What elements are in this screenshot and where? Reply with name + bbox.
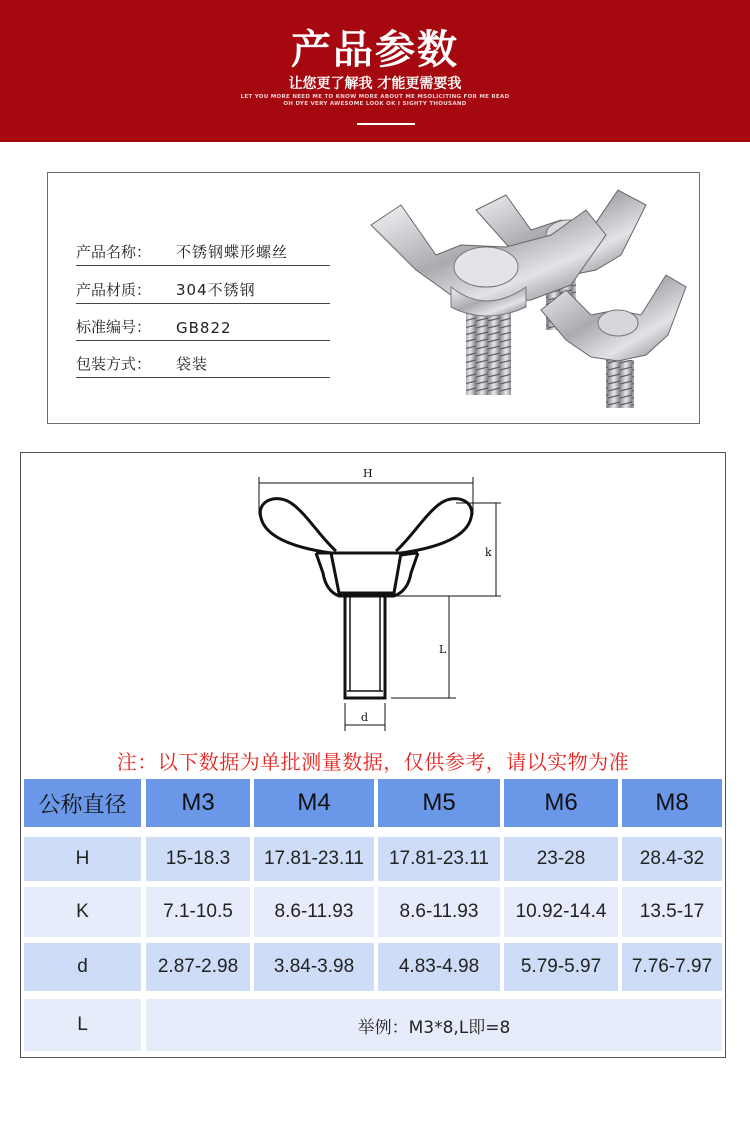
dim-label-d: d [361,711,369,724]
table-row [24,943,722,991]
info-row-name [76,239,330,266]
dim-label-k: k [485,546,492,559]
table-cell: 7.1-10.5 [146,887,250,937]
table-header-row [24,779,722,827]
info-label: 包装方式： [76,355,152,373]
table-row [24,999,722,1051]
info-value: 304不锈钢 [176,281,256,299]
info-row-packaging [76,351,330,378]
english-tagline-2: OH DYE VERY AWESOME LOOK OK I SIGHTY THOUSAND [283,101,467,107]
table-cell: 8.6-11.93 [254,887,374,937]
title-underline [357,123,415,125]
table-row [24,887,722,937]
table-cell: 17.81-23.11 [254,837,374,881]
product-info-panel [47,172,700,424]
table-cell: 8.6-11.93 [378,887,500,937]
table-cell: 7.76-7.97 [622,943,722,991]
table-cell: 23-28 [504,837,618,881]
column-header: M3 [146,779,250,827]
table-cell: 13.5-17 [622,887,722,937]
info-label: 标准编号： [76,318,152,336]
dim-label-h: H [363,467,373,480]
info-row-standard [76,314,330,341]
english-tagline-1: LET YOU MORE NEED ME TO KNOW MORE ABOUT ME MSOLICITING FOR ME READ [240,94,510,100]
product-photo [356,175,694,421]
header-label: 公称直径 [24,779,141,827]
info-row-material [76,277,330,304]
table-cell: 5.79-5.97 [504,943,618,991]
example-cell: 举例：M3*8,L即=8 [146,999,722,1051]
info-value: 袋装 [176,355,209,373]
table-cell: 28.4-32 [622,837,722,881]
column-header: M8 [622,779,722,827]
table-cell: 3.84-3.98 [254,943,374,991]
technical-drawing [251,463,521,738]
spec-section [20,452,726,1058]
table-cell: 10.92-14.4 [504,887,618,937]
measurement-note: 注：以下数据为单批测量数据，仅供参考，请以实物为准 [116,750,630,774]
page-subtitle: 让您更了解我 才能更需要我 [288,76,462,92]
page-title: 产品参数 [291,27,459,73]
table-cell: 17.81-23.11 [378,837,500,881]
info-label: 产品材质： [76,281,152,299]
column-header: M4 [254,779,374,827]
row-label: H [24,837,141,881]
column-header: M5 [378,779,500,827]
info-label: 产品名称： [76,243,152,261]
table-cell: 15-18.3 [146,837,250,881]
table-cell: 4.83-4.98 [378,943,500,991]
row-label: K [24,887,141,937]
row-label: L [24,999,141,1051]
dim-label-l: L [439,643,447,656]
info-value: GB822 [176,319,232,337]
info-value: 不锈钢蝶形螺丝 [176,243,289,261]
column-header: M6 [504,779,618,827]
table-row [24,837,722,881]
row-label: d [24,943,141,991]
table-cell: 2.87-2.98 [146,943,250,991]
header-banner [0,0,750,142]
